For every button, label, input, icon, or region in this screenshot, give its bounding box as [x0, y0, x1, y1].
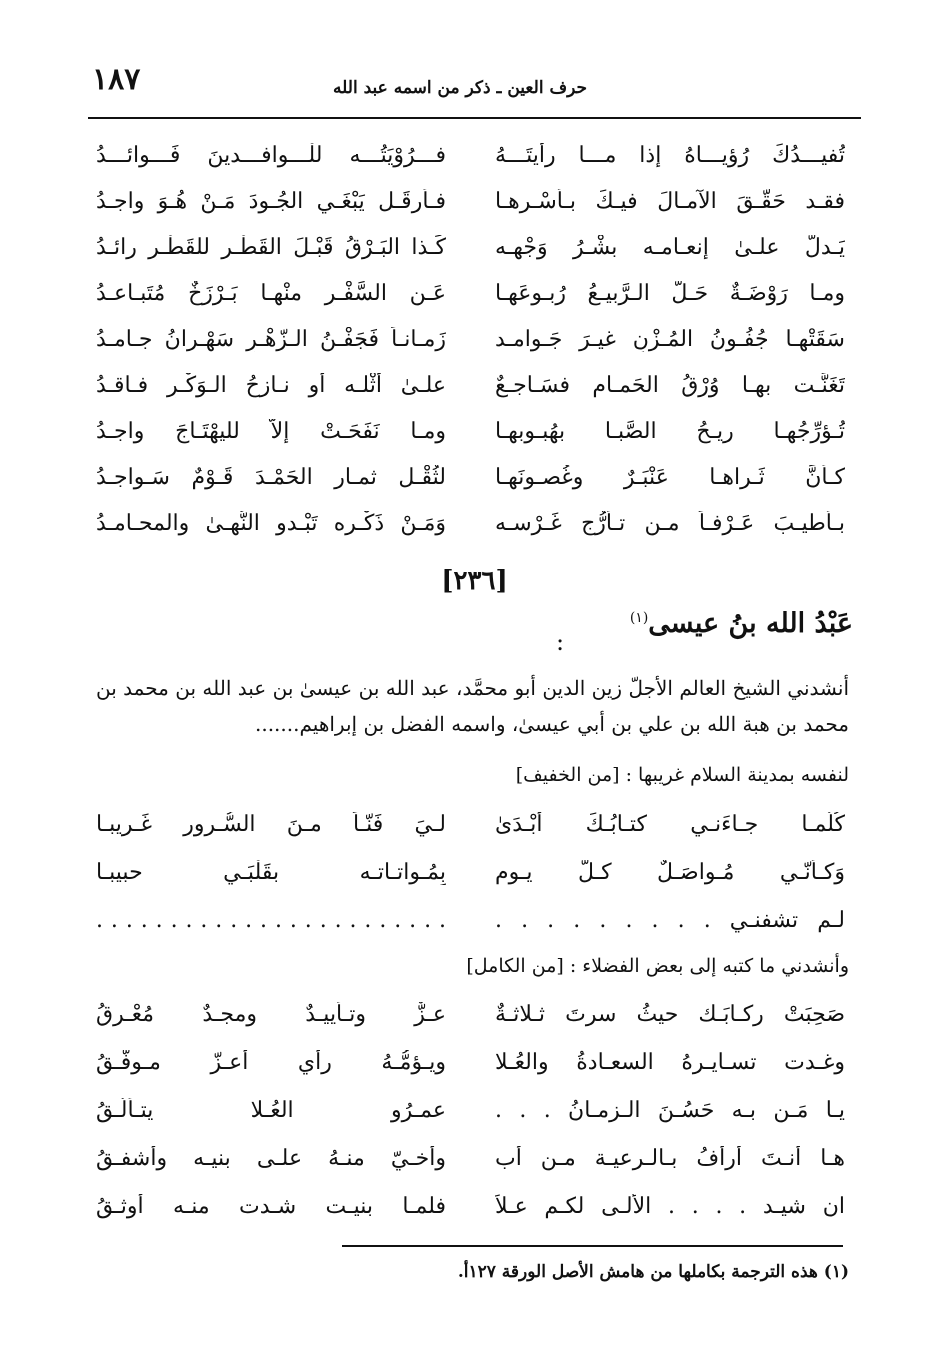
- poem-2-intro: لنفسه بمدينة السلام غريبها : [من الخفيف]: [515, 764, 849, 786]
- second-hemistich: عَـنِ السَّفْـرِ منْهـا بَـرْزَخٌ مُتَبـاعـدُ: [96, 280, 446, 306]
- section-number: [٢٣٦]: [441, 566, 508, 596]
- running-title: حرف العين ـ ذكر من اسمه عبد الله: [333, 78, 587, 98]
- second-hemistich: ويـؤمُّـهُ رأيٍ أعـزّ مـوفَّـقُ: [96, 1049, 446, 1075]
- first-hemistich: يـا مَـن بـه حَسُـنَ الـزمـانُ . . .: [495, 1097, 845, 1123]
- verse-line: [96, 408, 845, 454]
- second-hemistich: ومـا نَفَحَـتْ إلاّ لليهْتَـاجَ واجـدُ: [96, 418, 446, 444]
- verse-line: [96, 1134, 845, 1182]
- title-colon: :: [556, 628, 565, 656]
- verse-line: [96, 800, 845, 848]
- verse-line: [96, 224, 845, 270]
- first-hemistich: تُفيـــدُكَ رُؤيـــاهُ إذا مـــا رأيتَـــهُ: [495, 142, 845, 168]
- first-hemistich: فقـد حَقّـقَ الآمـالَ فيـكَ بـأسْـرهـا: [495, 188, 845, 214]
- verse-line: [96, 316, 845, 362]
- poem-3: [96, 990, 845, 1230]
- header-rule: [88, 117, 861, 119]
- verse-line: [96, 1182, 845, 1230]
- verse-line: [96, 178, 845, 224]
- poem-2: [96, 800, 845, 944]
- second-hemistich: لثُقْـل ثمـار الحَمْـدَ قَـوْمٌ سَـواجـدُ: [96, 464, 446, 490]
- first-hemistich: لـم تشفنـي . . . . . . . . .: [495, 907, 845, 933]
- second-hemistich: فـأرقَـل يَبْغَـي الجُـودَ مَـنْ هُـوَ واجـدُ: [96, 188, 446, 214]
- verse-line: [96, 990, 845, 1038]
- verse-line: [96, 1086, 845, 1134]
- second-hemistich: بِمُـواتـاتـه بقَلْبَـي حبيبـا: [96, 859, 446, 885]
- first-hemistich: وغـدت تسـايـرهُ السعـادةُ والعُـلا: [495, 1049, 845, 1075]
- biography-prose: أنشدني الشيخ العالم الأجلّ زين الدين أبو محمَّد، عبد الله بن عيسىٰ بن عبد الله بن محمد بن محمد بن هبة الله بن علي بن أبي عيسىٰ، واسمه الفضل بن إبراهيم.......: [96, 676, 849, 736]
- verse-line: [96, 848, 845, 896]
- first-hemistich: ومـا رَوْضَـةٌ حَـلَّ الـرَّبيـعُ رُبـوعَهـا: [495, 280, 845, 306]
- verse-line: [96, 270, 845, 316]
- second-hemistich: زَمـانـاً فَجَفْـنُ الـزّهْـرِ سَهْـرانُ جـامـدُ: [96, 326, 446, 352]
- second-hemistich: فلمـا بنيـت شـدت منـه أوثـقُ: [96, 1193, 446, 1219]
- second-hemistich: فـــرُوْيَتُـــه للْـــوافـــدينَ فَـــوائـــدُ: [96, 142, 446, 168]
- first-hemistich: بـأطيـبَ عَـرْفـاً مـن تـأرُّجِ غَـرْسـه: [495, 510, 845, 536]
- verse-line: [96, 454, 845, 500]
- first-hemistich: صَحِبَتْ ركـابَـك حيثُ سرتَ ثـلاثـةٌ: [495, 1001, 845, 1027]
- poem-1: [96, 132, 845, 546]
- first-hemistich: يَـدلُّ علـىٰ إنعـامـه بشْـرُ وَجْهـه: [495, 234, 845, 260]
- second-hemistich: عمـرُو العُـلا يتـألَّـقُ: [96, 1097, 446, 1123]
- first-hemistich: هـا أنـتَ أرأَفُ بـالـرعيـة مـن أب: [495, 1145, 845, 1171]
- second-hemistich: وَمَـنْ ذَكْـره تَبْـدو النُّهـىٰ والمحـامـدُ: [96, 510, 446, 536]
- second-hemistich: لـيَ فَنّـاً مـنَ السُّـرورِ غَـريبـا: [96, 811, 446, 837]
- verse-line: [96, 362, 845, 408]
- first-hemistich: تَغَنَّـت بهـا وُرْقُ الحَمـامِ فسَـاجـعٌ: [495, 372, 845, 398]
- footnote: (١) هذه الترجمة بكاملها من هامش الأصل الورقة ١٢٧أ.: [457, 1262, 849, 1282]
- section-title-text: عَبْدُ الله بنُ عيسى: [648, 608, 853, 639]
- page-number: ١٨٧: [92, 62, 141, 97]
- second-hemistich: علـىٰ أثْلـه أو نـازحُ الـوَكْـرِ فـاقـدُ: [96, 372, 446, 398]
- verse-line: [96, 132, 845, 178]
- first-hemistich: سَقَتْهـا جُفُـونُ المُـزْنِ غيـرَ جَـوامـد: [495, 326, 845, 352]
- first-hemistich: وَكـأنّـي مُـواصَـلٌ كـلَّ يـوم: [495, 859, 845, 885]
- verse-line: [96, 500, 845, 546]
- first-hemistich: كـأنَّ ثَـراهـا عَنْبَـرٌ وغُصـونَهـا: [495, 464, 845, 490]
- second-hemistich: عـزٌّ وتـأييـدٌ ومجـدٌ مُعْـرقُ: [96, 1001, 446, 1027]
- second-hemistich: كَـذا البَـرْقُ قَبْـلَ القَطْـرِ للقَطْـرِ رائـدُ: [96, 234, 446, 260]
- footnote-marker: (١): [629, 610, 649, 626]
- verse-line: [96, 896, 845, 944]
- footnote-rule: [342, 1245, 843, 1247]
- first-hemistich: ان شيـد . . . . الألـى لكـم عـلاً: [495, 1193, 845, 1219]
- second-hemistich: وأخـيّ منـهُ علـى بنيـه وأشفـقُ: [96, 1145, 446, 1171]
- first-hemistich: كُلّمـا جـاءَنـي كتـابُـكَ أبْـدَىٰ: [495, 811, 845, 837]
- second-hemistich: . . . . . . . . . . . . . . . . . . . . . . . .: [96, 907, 446, 933]
- poem-3-intro: وأنشدني ما كتبه إلى بعض الفضلاء : [من الكامل]: [466, 955, 849, 977]
- first-hemistich: تُـؤرِّجُهـا ريـحُ الصَّبـا بهُبـوبهـا: [495, 418, 845, 444]
- section-title: [453, 608, 853, 639]
- verse-line: [96, 1038, 845, 1086]
